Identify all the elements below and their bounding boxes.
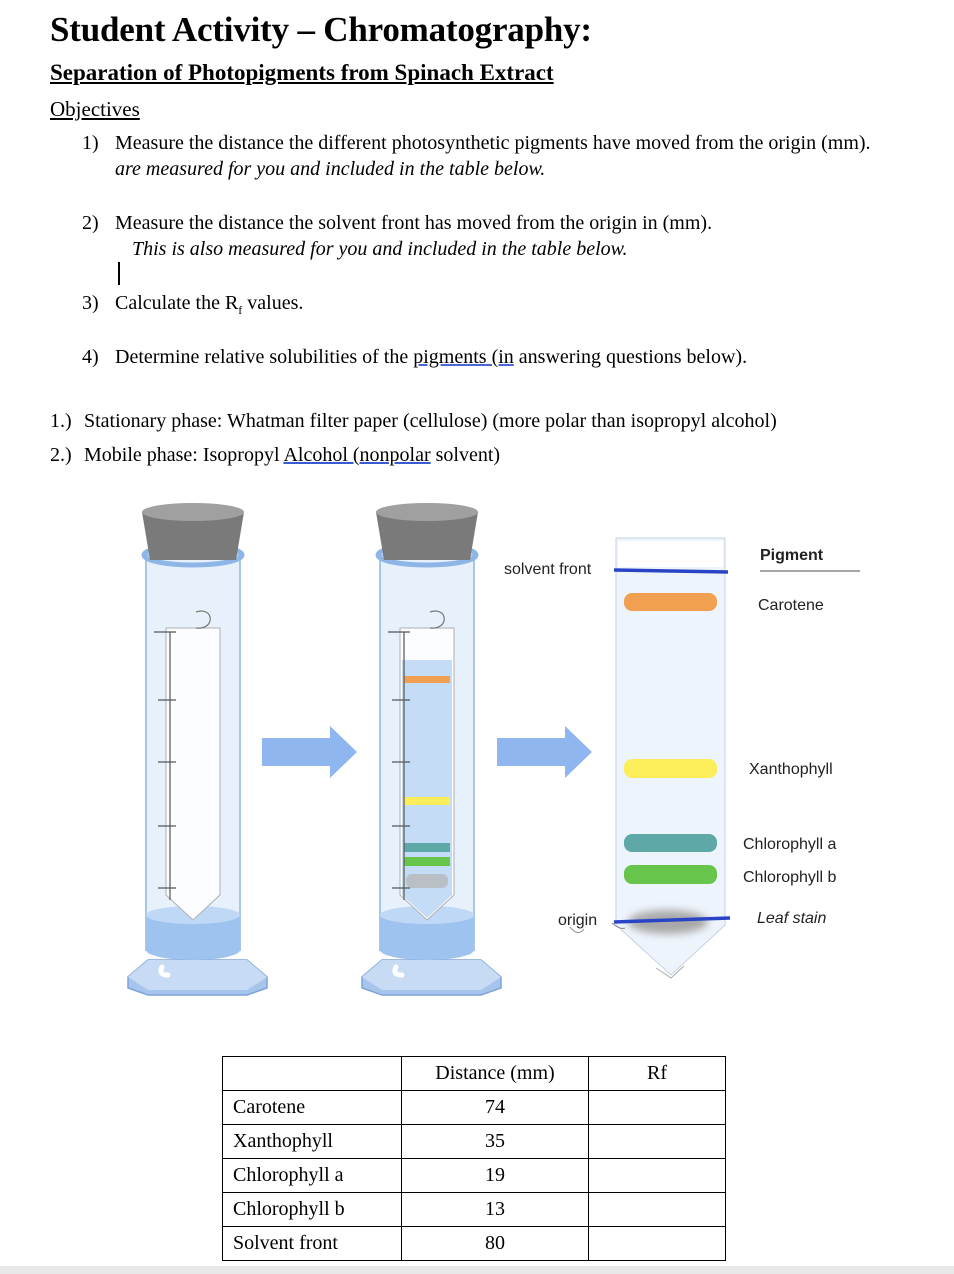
rf-input-cell[interactable] (589, 1193, 726, 1227)
table-row: Xanthophyll 35 (223, 1125, 726, 1159)
band-leaf-stain (406, 874, 448, 888)
cylinder-after (362, 503, 501, 995)
table-header-cell (223, 1057, 402, 1091)
subtitle: Separation of Photopigments from Spinach Extract (50, 60, 554, 85)
page-title: Student Activity – Chromatography: (50, 10, 592, 49)
strip-band-carotene (624, 593, 717, 611)
objective-text: Measure the distance the solvent front has moved from the origin in (mm). (115, 212, 713, 234)
strip-band-chlorophyll-b (624, 865, 717, 884)
bottom-scroll-area (0, 1266, 954, 1274)
rf-input-cell[interactable] (589, 1125, 726, 1159)
rf-input-cell[interactable] (589, 1091, 726, 1125)
text-cursor (118, 262, 120, 285)
objective-4 (82, 346, 748, 369)
legend-heading: Pigment (760, 547, 824, 564)
objective-text: Calculate the $R_f$ values. (115, 292, 304, 317)
table-row: Chlorophyll b 13 (223, 1193, 726, 1227)
band-carotene (404, 676, 450, 683)
objective-2 (82, 212, 713, 235)
solvent-front-line (614, 570, 728, 572)
rf-input-cell[interactable] (589, 1159, 726, 1193)
table-row: Chlorophyll a 19 (223, 1159, 726, 1193)
objective-2-note: This is also measured for you and included in the table below. (132, 238, 628, 260)
objective-number: 4) (82, 346, 99, 368)
objective-1 (82, 132, 871, 155)
strip-band-chlorophyll-a (624, 834, 717, 852)
objective-number: 3) (82, 292, 99, 314)
legend-xanthophyll: Xanthophyll (749, 761, 833, 778)
objective-3 (82, 292, 304, 317)
objectives-heading: Objectives (50, 97, 140, 121)
objective-number: 2) (82, 212, 99, 234)
cylinder-before (128, 503, 267, 995)
table-header-cell: Rf (589, 1057, 726, 1091)
table-row: Carotene 74 (223, 1091, 726, 1125)
legend-leaf-stain: Leaf stain (757, 910, 827, 927)
arrow-right-icon (497, 726, 592, 778)
arrow-right-icon (262, 726, 357, 778)
band-chlorophyll-b (404, 857, 450, 866)
legend-chlorophyll-a: Chlorophyll a (743, 836, 837, 853)
chromatography-diagram (0, 490, 954, 1010)
rf-input-cell[interactable] (589, 1227, 726, 1261)
developed-strip (614, 538, 730, 978)
objective-number: 1) (82, 132, 99, 154)
strip-band-xanthophyll (624, 759, 717, 778)
mobile-phase: 2.) Mobile phase: Isopropyl Alcohol (nonpolar solvent) (50, 444, 501, 466)
objective-text: Determine relative solubilities of the pigments (in answering questions below). (115, 346, 748, 368)
table-header-cell: Distance (mm) (402, 1057, 589, 1091)
legend-carotene: Carotene (758, 597, 824, 614)
table-row: Solvent front 80 (223, 1227, 726, 1261)
origin-label: origin (558, 912, 598, 929)
objective-text: Measure the distance the different photosynthetic pigments have moved from the origin (mm). (115, 132, 871, 154)
band-chlorophyll-a (404, 843, 450, 852)
solvent-front-label: solvent front (504, 561, 592, 578)
band-xanthophyll (404, 797, 450, 805)
data-table (222, 1056, 726, 1261)
objective-1-note: are measured for you and included in the table below. (115, 158, 546, 180)
stationary-phase: 1.) Stationary phase: Whatman filter paper (cellulose) (more polar than isopropyl alcohol) (50, 410, 777, 432)
table-header-row (223, 1057, 726, 1091)
legend-chlorophyll-b: Chlorophyll b (743, 869, 837, 886)
